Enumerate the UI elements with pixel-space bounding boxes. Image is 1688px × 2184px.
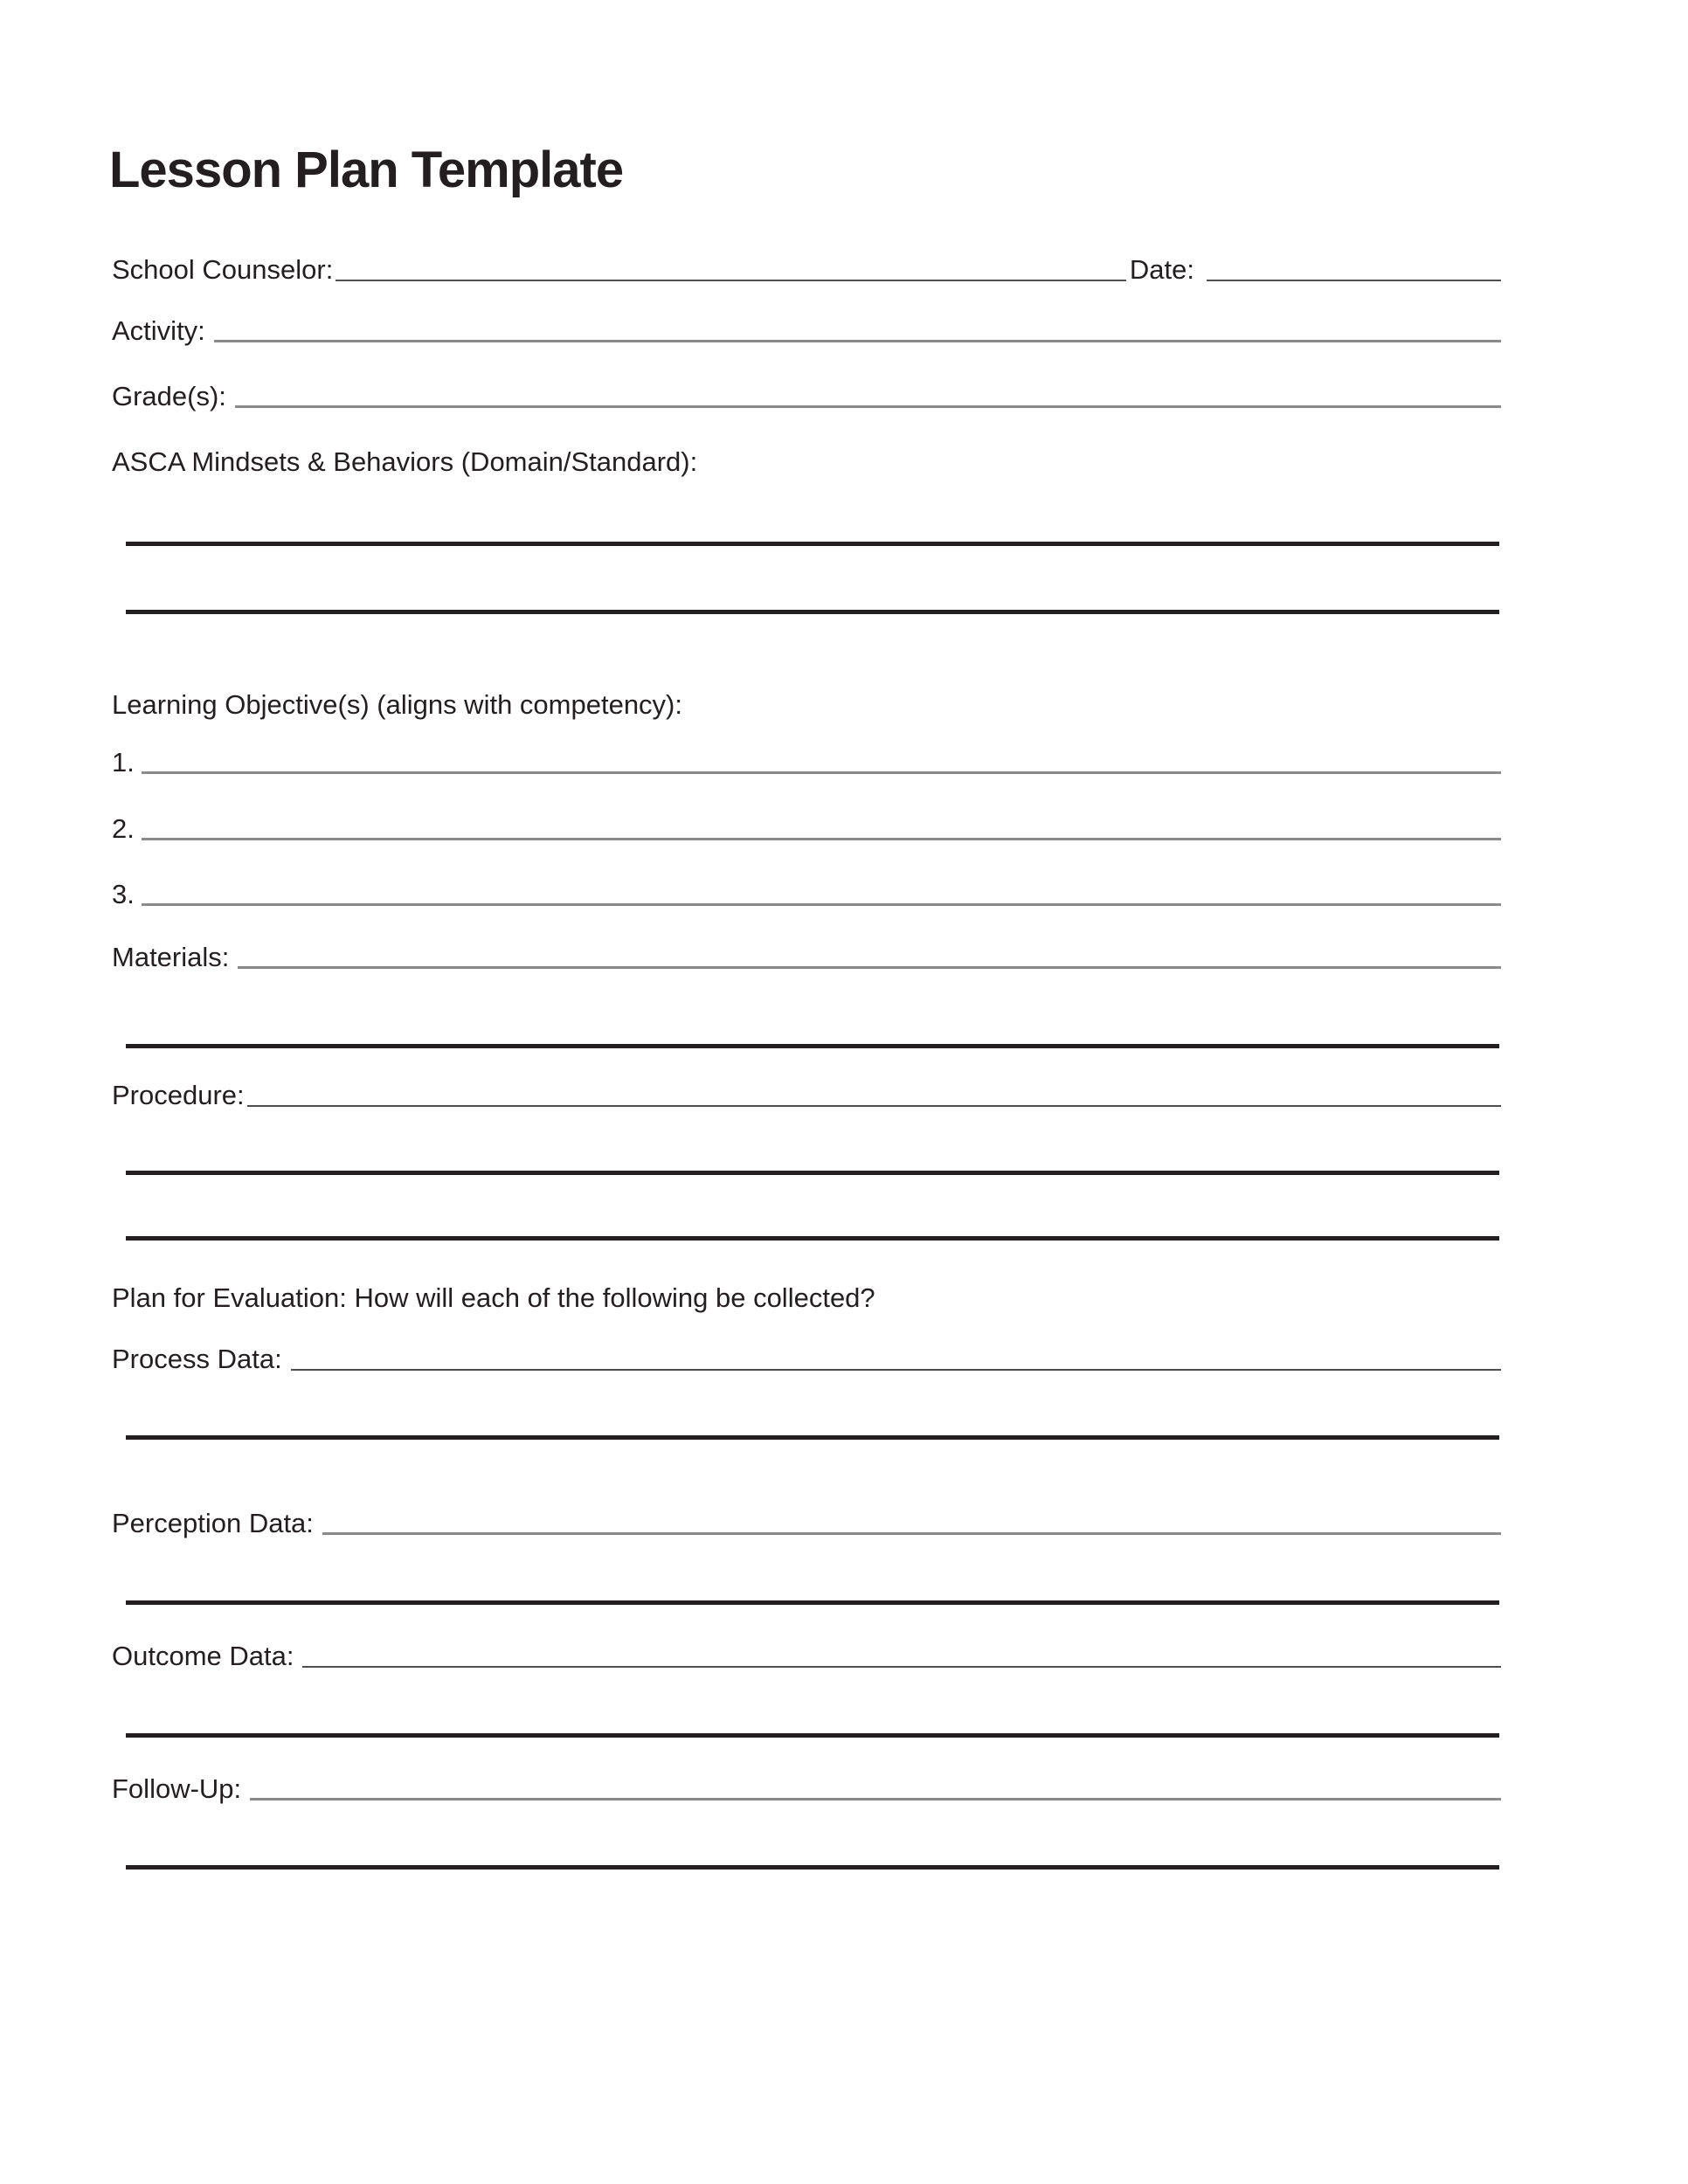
grades-row [112,377,1501,412]
objective-1-label: 1. [112,747,135,778]
materials-input-line[interactable] [238,942,1501,969]
objective-1-row [112,743,1501,778]
outcome-data-label: Outcome Data: [112,1641,294,1671]
process-data-blank-line-2[interactable] [126,1435,1499,1440]
grades-label: Grade(s): [112,381,226,411]
process-data-input-line[interactable] [291,1344,1501,1371]
perception-data-label: Perception Data: [112,1508,314,1538]
materials-blank-line-2[interactable] [126,1044,1499,1048]
materials-label: Materials: [112,942,230,972]
outcome-data-input-line[interactable] [302,1641,1501,1668]
outcome-data-row [112,1637,1501,1672]
asca-blank-line-1[interactable] [126,542,1499,546]
objective-3-input-line[interactable] [142,879,1501,906]
process-data-label: Process Data: [112,1344,282,1374]
plan-for-evaluation-heading: Plan for Evaluation: How will each of the following be collected? [112,1282,875,1313]
procedure-label: Procedure: [112,1080,245,1110]
date-input-line[interactable] [1207,255,1501,281]
school-counselor-input-line[interactable] [336,255,1126,281]
objective-2-input-line[interactable] [142,813,1501,840]
objective-2-row [112,810,1501,845]
school-counselor-label: School Counselor: [112,254,334,285]
grades-input-line[interactable] [235,381,1501,408]
procedure-input-line[interactable] [247,1081,1501,1107]
process-data-row [112,1340,1501,1375]
activity-label: Activity: [112,315,205,346]
procedure-row [112,1076,1501,1111]
objective-3-label: 3. [112,879,135,909]
learning-objectives-heading: Learning Objective(s) (aligns with competency): [112,689,682,720]
materials-row [112,938,1501,973]
follow-up-input-line[interactable] [250,1773,1501,1800]
asca-blank-line-2[interactable] [126,610,1499,614]
school-counselor-date-row [112,251,1501,286]
objective-1-input-line[interactable] [142,747,1501,774]
procedure-blank-line-2[interactable] [126,1171,1499,1175]
outcome-data-blank-line-2[interactable] [126,1733,1499,1738]
perception-data-row [112,1504,1501,1539]
follow-up-row [112,1770,1501,1805]
perception-data-input-line[interactable] [322,1508,1501,1535]
procedure-blank-line-3[interactable] [126,1236,1499,1241]
date-label: Date: [1129,254,1194,285]
follow-up-label: Follow-Up: [112,1773,242,1804]
activity-row [112,312,1501,347]
activity-input-line[interactable] [214,315,1501,342]
perception-data-blank-line-2[interactable] [126,1600,1499,1605]
asca-heading: ASCA Mindsets & Behaviors (Domain/Standard): [112,446,698,477]
page-title: Lesson Plan Template [109,142,624,198]
objective-2-label: 2. [112,813,135,844]
follow-up-blank-line-2[interactable] [126,1865,1499,1870]
objective-3-row [112,875,1501,910]
